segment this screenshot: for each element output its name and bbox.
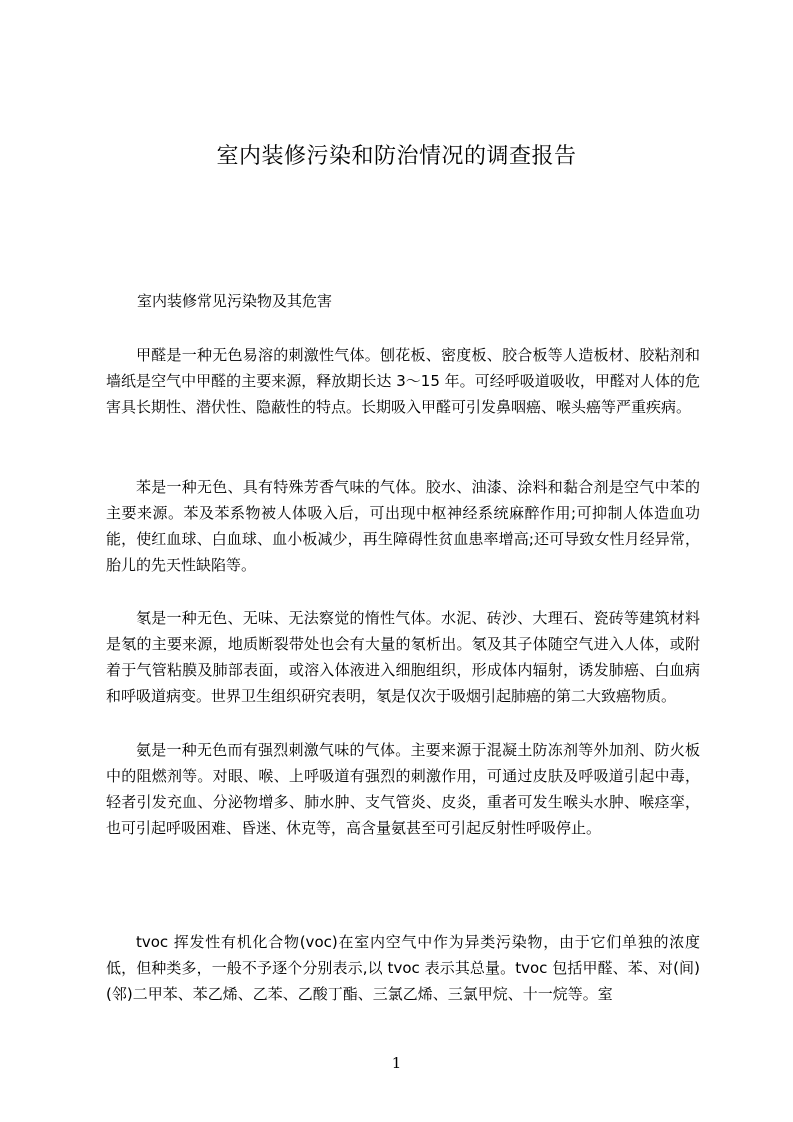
paragraph-benzene: 苯是一种无色、具有特殊芳香气味的气体。胶水、油漆、涂料和黏合剂是空气中苯的主要来源。苯及苯系物被人体吸入后，可出现中枢神经系统麻醉作用;可抑制人体造血功能，使红血球、白血球、血小板减少，再生障碍性贫血患率增高;还可导致女性月经异常，胎儿的先天性缺陷等。 — [106, 478, 700, 574]
paragraph-ammonia: 氨是一种无色而有强烈刺激气味的气体。主要来源于混凝土防冻剂等外加剂、防火板中的阻燃剂等。对眼、喉、上呼吸道有强烈的刺激作用，可通过皮肤及呼吸道引起中毒，轻者引发充血、分泌物增多、肺水肿、支气管炎、皮炎，重者可发生喉头水肿、喉痉挛，也可引起呼吸困难、昏迷、休克等，高含量氨甚至可引起反射性呼吸停止。 — [106, 741, 700, 837]
paragraph-tvoc: tvoc 挥发性有机化合物(voc)在室内空气中作为异类污染物，由于它们单独的浓度低，但种类多，一般不予逐个分别表示,以 tvoc 表示其总量。tvoc 包括甲醛、苯、对(间)(邻)二甲苯、苯乙烯、乙苯、乙酸丁酯、三氯乙烯、三氯甲烷、十一烷等。室 — [106, 933, 700, 1003]
page-number: 1 — [391, 1054, 402, 1072]
paragraph-formaldehyde: 甲醛是一种无色易溶的刺激性气体。刨花板、密度板、胶合板等人造板材、胶粘剂和墙纸是空气中甲醛的主要来源，释放期长达 3～15 年。可经呼吸道吸收，甲醛对人体的危害具长期性、潜伏性、隐蔽性的特点。长期吸入甲醛可引发鼻咽癌、喉头癌等严重疾病。 — [106, 346, 700, 416]
section-heading: 室内装修常见污染物及其危害 — [137, 292, 333, 310]
document-title: 室内装修污染和防治情况的调查报告 — [216, 144, 577, 169]
paragraph-radon: 氡是一种无色、无味、无法察觉的惰性气体。水泥、砖沙、大理石、瓷砖等建筑材料是氡的主要来源，地质断裂带处也会有大量的氡析出。氡及其子体随空气进入人体，或附着于气管粘膜及肺部表面，或溶入体液进入细胞组织，形成体内辐射，诱发肺癌、白血病和呼吸道病变。世界卫生组织研究表明，氡是仅次于吸烟引起肺癌的第二大致癌物质。 — [106, 609, 700, 705]
